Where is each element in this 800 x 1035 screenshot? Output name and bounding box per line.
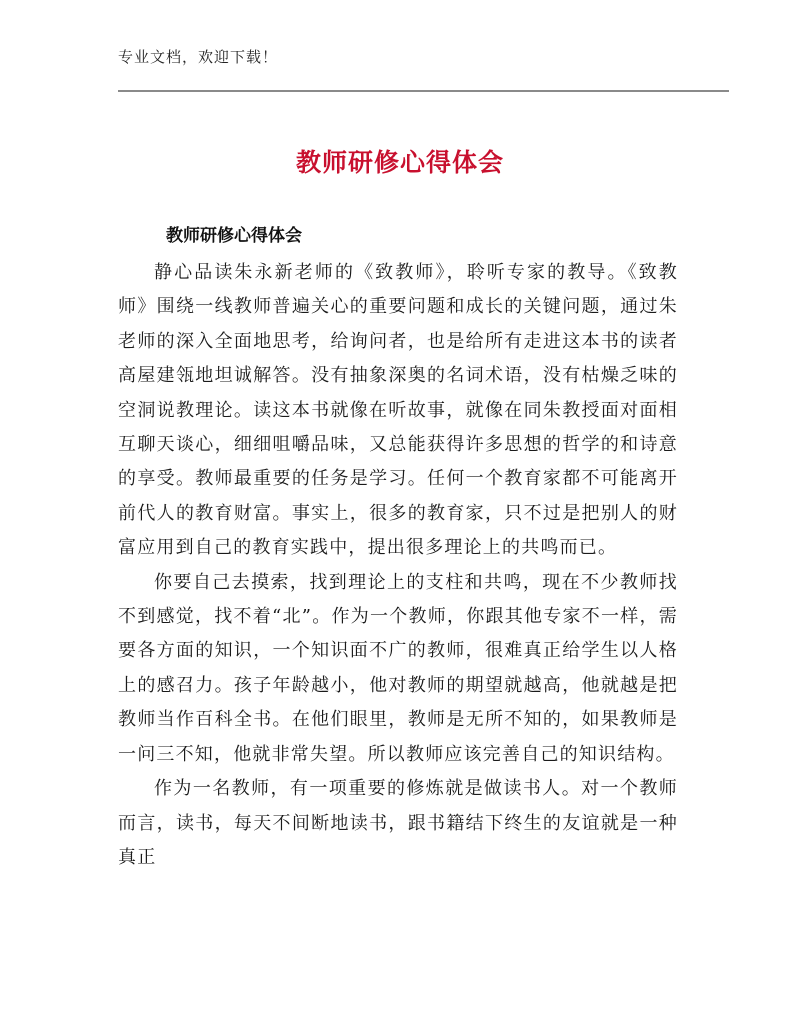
document-title: 教师研修心得体会 [295,148,504,177]
body-paragraph-3: 作为一名教师，有一项重要的修炼就是做读书人。对一个教师而言，读书，每天不间断地读书，跟书籍结下终生的友谊就是一种真正 [118,778,678,868]
body-paragraph-1: 静心品读朱永新老师的《致教师》，聆听专家的教导。《致教师》围绕一线教师普遍关心的重要问题和成长的关键问题，通过朱老师的深入全面地思考，给询问者，也是给所有走进这本书的读者高屋建瓴地坦诚解答。没有抽象深奥的名词术语，没有枯燥乏味的空洞说教理论。读这本书就像在听故事，就像在同朱教授面对面相互聊天谈心，细细咀嚼品味，又总能获得许多思想的哲学的和诗意的享受。教师最重要的任务是学习。任何一个教育家都不可能离开前代人的教育财富。事实上，很多的教育家，只不过是把别人的财富应用到自己的教育实践中，提出很多理论上的共鸣而已。 [118,262,678,559]
document-body [118,256,678,875]
header-divider [118,90,729,92]
page-header-text: 专业文档，欢迎下载！ [118,48,279,66]
document-subtitle: 教师研修心得体会 [166,226,302,246]
body-paragraph-2: 你要自己去摸索，找到理论上的支柱和共鸣，现在不少教师找不到感觉，找不着“北”。作为一个教师，你跟其他专家不一样，需要各方面的知识，一个知识面不广的教师，很难真正给学生以人格上的感召力。孩子年龄越小，他对教师的期望就越高，他就越是把教师当作百科全书。在他们眼里，教师是无所不知的，如果教师是一问三不知，他就非常失望。所以教师应该完善自己的知识结构。 [118,571,678,765]
